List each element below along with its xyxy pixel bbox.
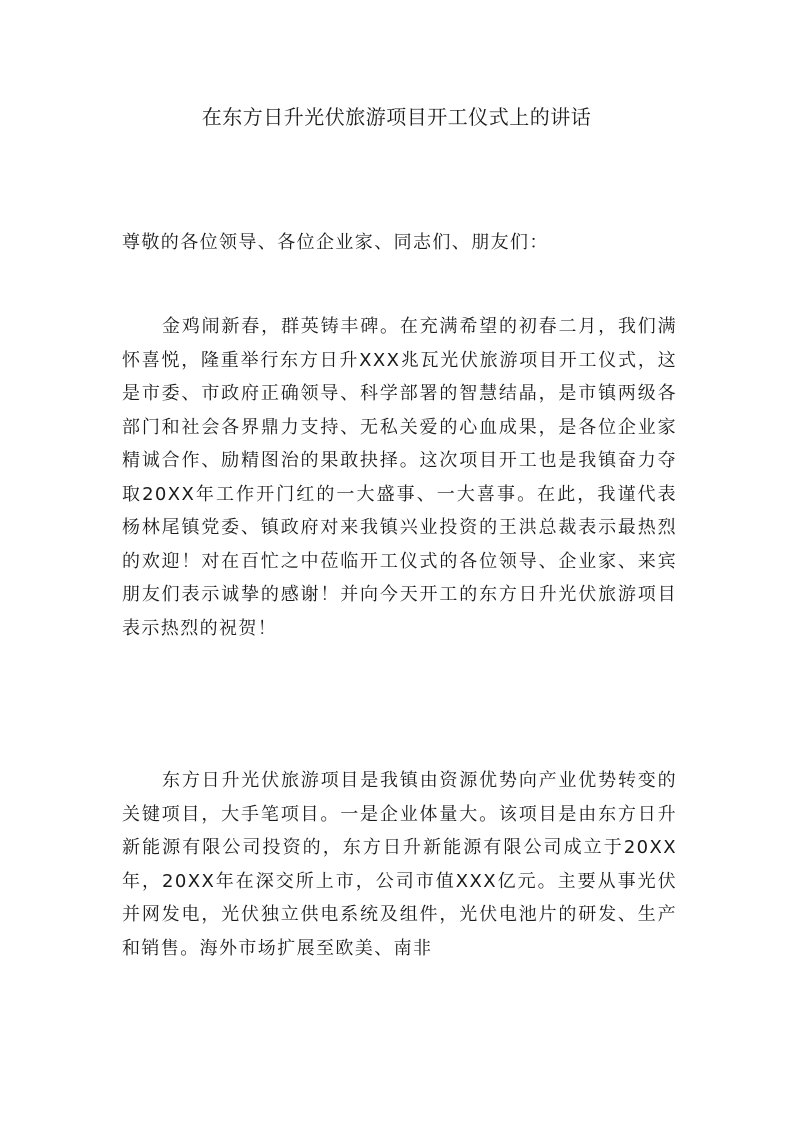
body-paragraph-1: 金鸡闹新春，群英铸丰碑。在充满希望的初春二月，我们满怀喜悦，隆重举行东方日升XXX兆瓦光伏旅游项目开工仪式，这是市委、市政府正确领导、科学部署的智慧结晶，是市镇两级各部门和社会各界鼎力支持、无私关爱的心血成果，是各位企业家精诚合作、励精图治的果敢抉择。这次项目开工也是我镇奋力夺取20XX年工作开门红的一大盛事、一大喜事。在此，我谨代表杨林尾镇党委、镇政府对来我镇兴业投资的王洪总裁表示最热烈的欢迎！对在百忙之中莅临开工仪式的各位领导、企业家、来宾朋友们表示诚挚的感谢！并向今天开工的东方日升光伏旅游项目表示热烈的祝贺！ <box>122 316 677 639</box>
document-title: 在东方日升光伏旅游项目开工仪式上的讲话 <box>201 105 592 129</box>
body-paragraph-2: 东方日升光伏旅游项目是我镇由资源优势向产业优势转变的关键项目，大手笔项目。一是企业体量大。该项目是由东方日升新能源有限公司投资的，东方日升新能源有限公司成立于20XX年，20XX年在深交所上市，公司市值XXX亿元。主要从事光伏并网发电，光伏独立供电系统及组件，光伏电池片的研发、生产和销售。海外市场扩展至欧美、南非 <box>122 770 677 959</box>
salutation: 尊敬的各位领导、各位企业家、同志们、朋友们： <box>122 232 549 253</box>
